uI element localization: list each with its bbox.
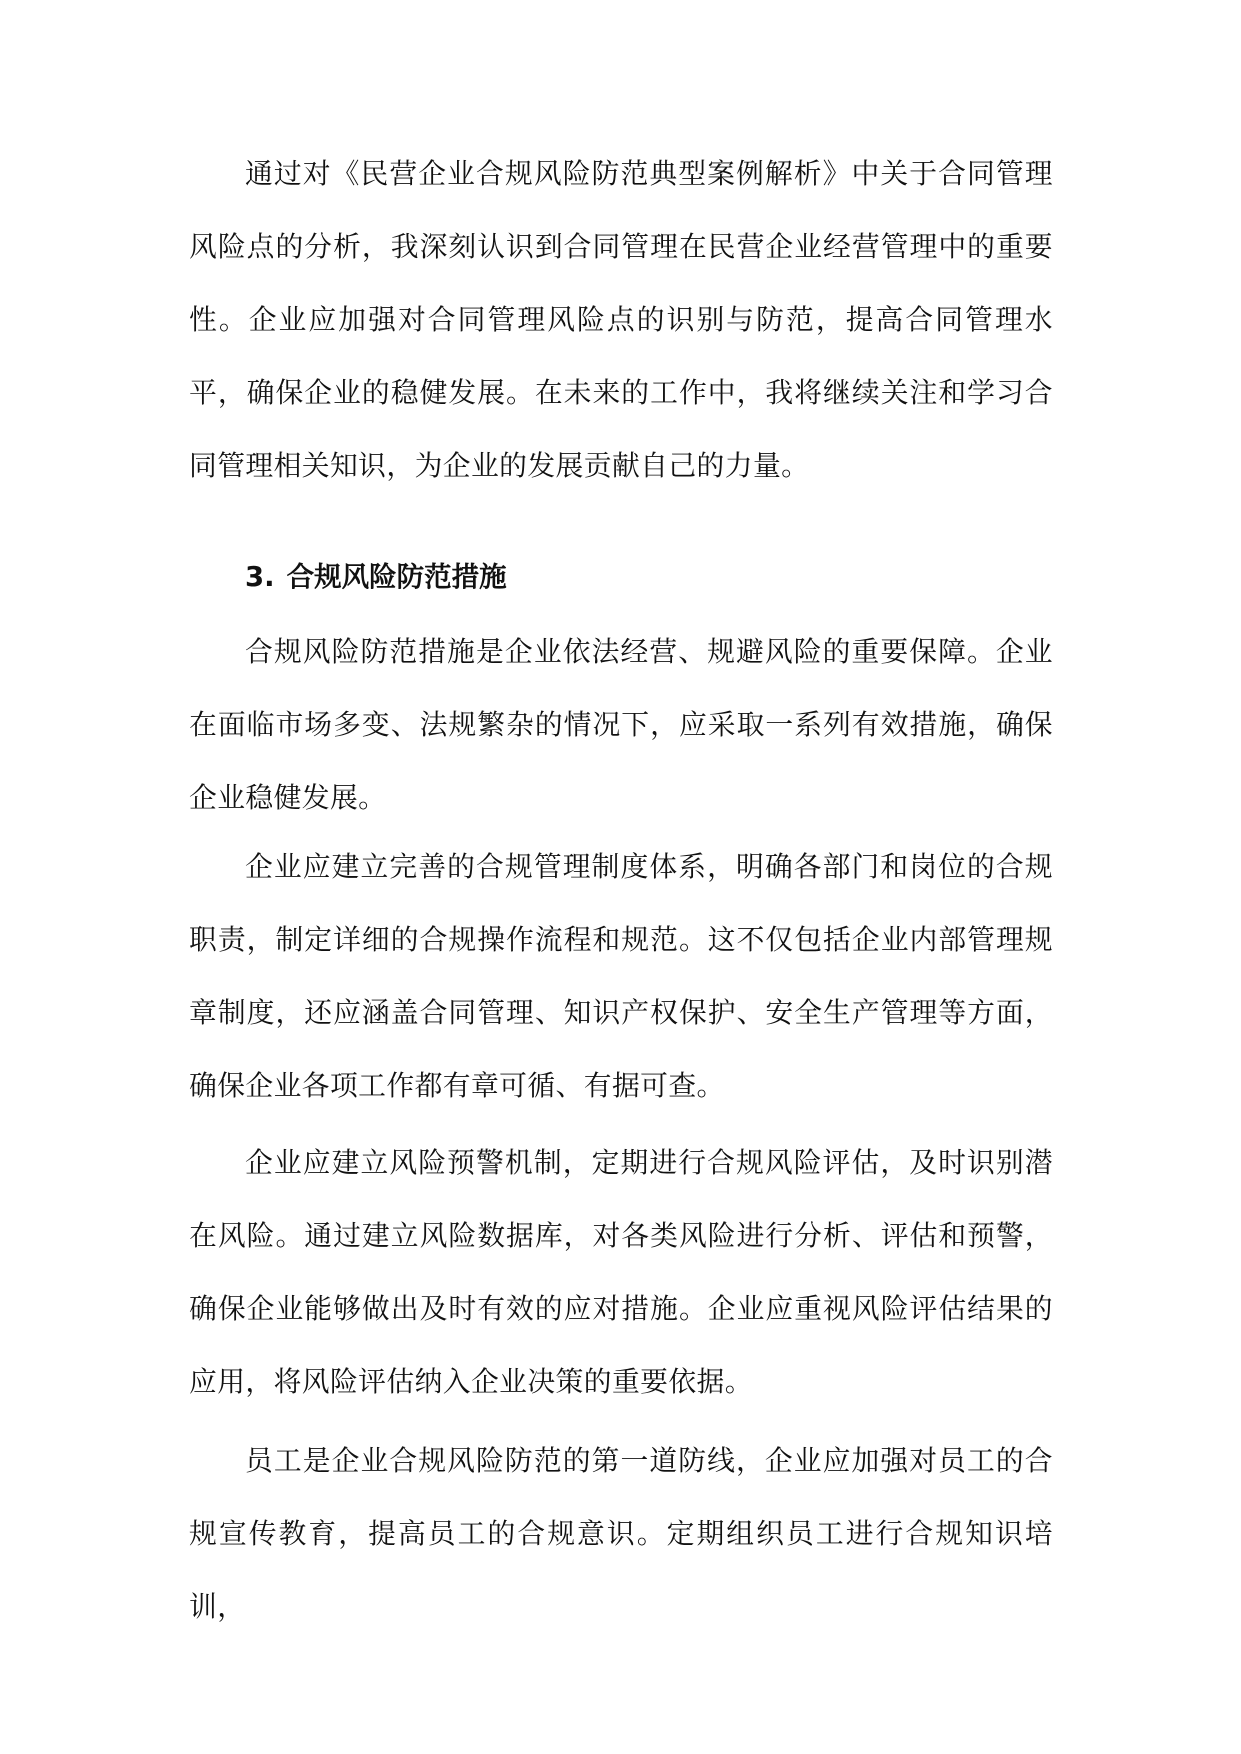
paragraph-contract-management-summary: 通过对《民营企业合规风险防范典型案例解析》中关于合同管理风险点的分析，我深刻认识到合同管理在民营企业经营管理中的重要性。企业应加强对合同管理风险点的识别与防范，提高合同管理水平，确保企业的稳健发展。在未来的工作中，我将继续关注和学习合同管理相关知识，为企业的发展贡献自己的力量。 xyxy=(189,157,1053,482)
section-number: 3. xyxy=(245,561,275,593)
paragraph-compliance-system: 企业应建立完善的合规管理制度体系，明确各部门和岗位的合规职责，制定详细的合规操作流程和规范。这不仅包括企业内部管理规章制度，还应涵盖合同管理、知识产权保护、安全生产管理等方面，确保企业各项工作都有章可循、有据可查。 xyxy=(189,850,1053,1102)
paragraph-employee-training: 员工是企业合规风险防范的第一道防线，企业应加强对员工的合规宣传教育，提高员工的合规意识。定期组织员工进行合规知识培训， xyxy=(189,1444,1053,1623)
section-title: 合规风险防范措施 xyxy=(286,561,507,593)
paragraph-risk-warning: 企业应建立风险预警机制，定期进行合规风险评估，及时识别潜在风险。通过建立风险数据库，对各类风险进行分析、评估和预警，确保企业能够做出及时有效的应对措施。企业应重视风险评估结果的应用，将风险评估纳入企业决策的重要依据。 xyxy=(189,1146,1053,1398)
paragraph-measures-intro: 合规风险防范措施是企业依法经营、规避风险的重要保障。企业在面临市场多变、法规繁杂的情况下，应采取一系列有效措施，确保企业稳健发展。 xyxy=(189,635,1053,814)
section-heading xyxy=(245,541,507,614)
